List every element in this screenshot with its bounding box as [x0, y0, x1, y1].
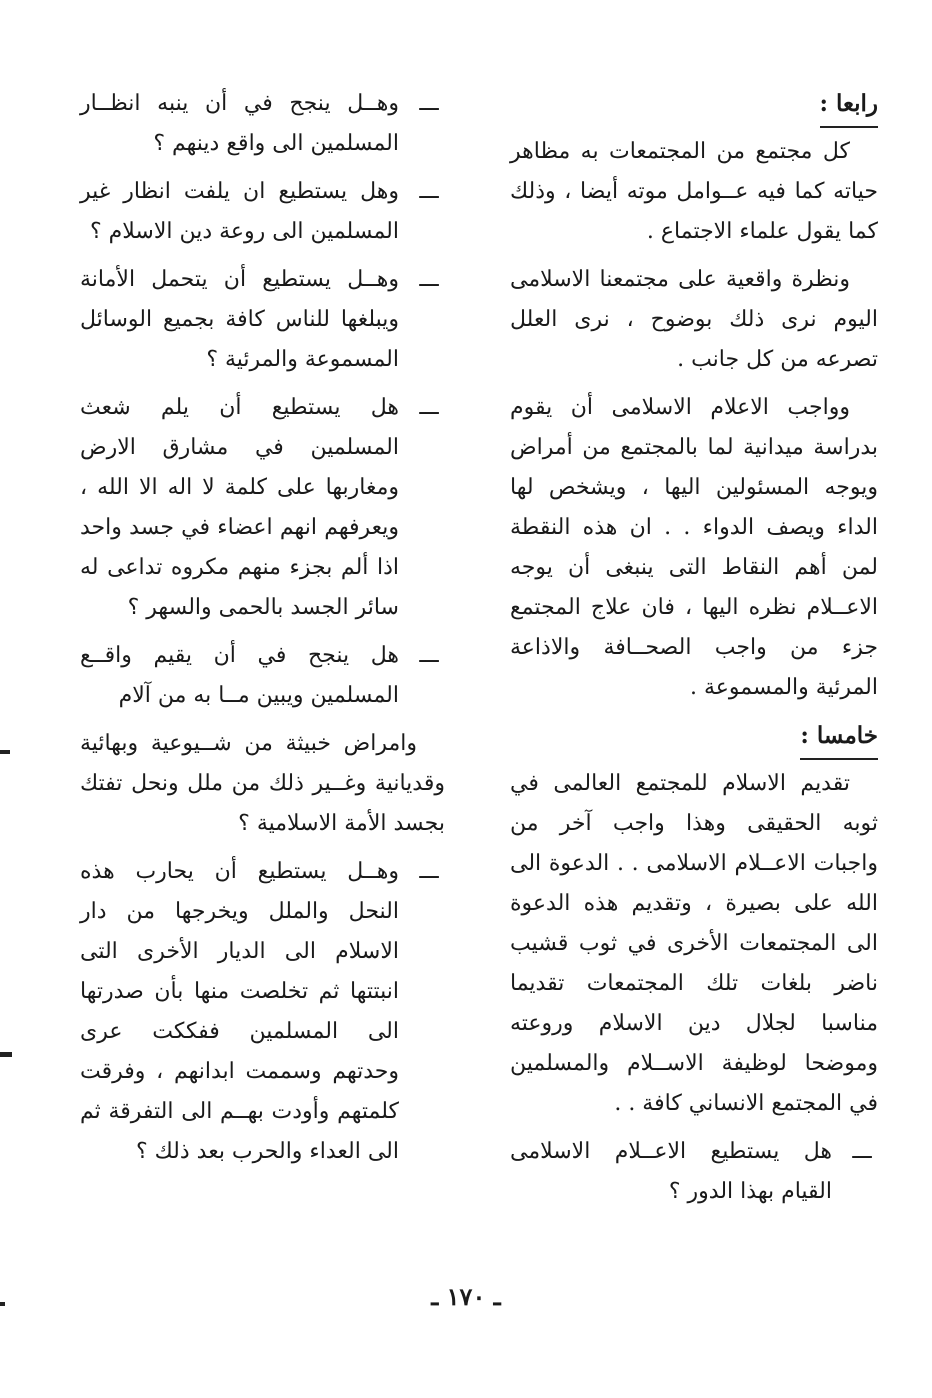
question-item — [80, 260, 445, 380]
section-heading-fourth: رابعا : — [820, 84, 879, 128]
scan-mark — [0, 1302, 5, 1306]
left-column — [80, 84, 445, 1180]
question-item — [80, 388, 445, 628]
scan-mark — [0, 1052, 12, 1057]
paragraph: وواجب الاعلام الاسلامى أن يقوم بدراسة ميدانية لما بالمجتمع من أمراض ويوجه المسئولين اليها ، ويشخص لها الداء ويصف الدواء . . ان هذه النقطة لمن أهم النقاط التى ينبغى أن يوجه الاعــلام نظره اليها ، فان علاج المجتمع جزء من واجب الصحــافة والاذاعة المرئية والمسموعة . — [510, 395, 878, 700]
question-text: وهــل يستطيع أن يتحمل الأمانة ويبلغها للناس كافة بجميع الوسائل المسموعة والمرئية ؟ — [80, 267, 399, 372]
question-text: وهل يستطيع ان يلفت انظار غير المسلمين الى روعة دين الاسلام ؟ — [80, 179, 399, 244]
question-text: وهــل ينجح في أن ينبه انظــار المسلمين الى واقع دينهم ؟ — [80, 91, 399, 156]
dash-marker: ـــ — [419, 179, 439, 204]
dash-marker: ـــ — [419, 395, 439, 420]
question-text: هل ينجح في أن يقيم واقــع المسلمين ويبين مــا به من آلام — [80, 643, 399, 708]
right-column — [510, 84, 878, 1220]
dash-marker: ـــ — [419, 91, 439, 116]
question-item — [510, 1132, 878, 1212]
paragraph: ونظرة واقعية على مجتمعنا الاسلامى اليوم نرى ذلك بوضوح ، نرى العلل تصرعه من كل جانب . — [510, 267, 878, 372]
page-number: ـ ١٧٠ ـ — [431, 1282, 501, 1311]
paragraph: تقديم الاسلام للمجتمع العالمى في ثوبه الحقيقى وهذا واجب آخر من واجبات الاعــلام الاسلامى . . الدعوة الى الله على بصيرة ، وتقديم هذه الدعوة الى المجتمعات الأخرى في ثوب قشيب ناضر بلغات تلك المجتمعات تقديما مناسبا لجلال دين الاسلام وروعته وموضحا لوظيفة الاســلام والمسلمين في المجتمع الانساني كافة . . — [510, 771, 878, 1116]
question-item — [80, 84, 445, 164]
question-text: وهــل يستطيع أن يحارب هذه النحل والملل ويخرجها من دار الاسلام الى الديار الأخرى التى انبتتها ثم تخلصت منها بأن صدرتها الى المسلمين ففككت عرى وحدتهم وسممت ابدانهم ، وفرقت كلمتهم وأودت بهــم الى التفرقة ثم الى العداء والحرب بعد ذلك ؟ — [80, 859, 399, 1164]
dash-marker: ـــ — [852, 1139, 872, 1164]
dash-marker: ـــ — [419, 643, 439, 668]
question-item — [80, 852, 445, 1172]
section-heading-fifth: خامسا : — [800, 716, 878, 760]
question-text: هل يستطيع أن يلم شعث المسلمين في مشارق الارض ومغاربها على كلمة لا اله الا الله ، ويعرفهم انهم اعضاء في جسد واحد اذا ألم بجزء منهم مكروه تداعى له سائر الجسد بالحمى والسهر ؟ — [80, 395, 399, 620]
paragraph-continuation: وامراض خبيثة من شــيوعية وبهائية وقديانية وغــير ذلك من ملل ونحل تفتك بجسد الأمة الاسلامية ؟ — [80, 731, 445, 836]
question-item — [80, 172, 445, 252]
question-item — [80, 636, 445, 716]
dash-marker: ـــ — [419, 267, 439, 292]
paragraph: كل مجتمع من المجتمعات به مظاهر حياته كما فيه عــوامل موته أيضا ، وذلك كما يقول علماء الاجتماع . — [510, 139, 878, 244]
scan-mark — [0, 750, 10, 754]
dash-marker: ـــ — [419, 859, 439, 884]
question-text: هل يستطيع الاعــلام الاسلامى القيام بهذا الدور ؟ — [510, 1139, 832, 1204]
